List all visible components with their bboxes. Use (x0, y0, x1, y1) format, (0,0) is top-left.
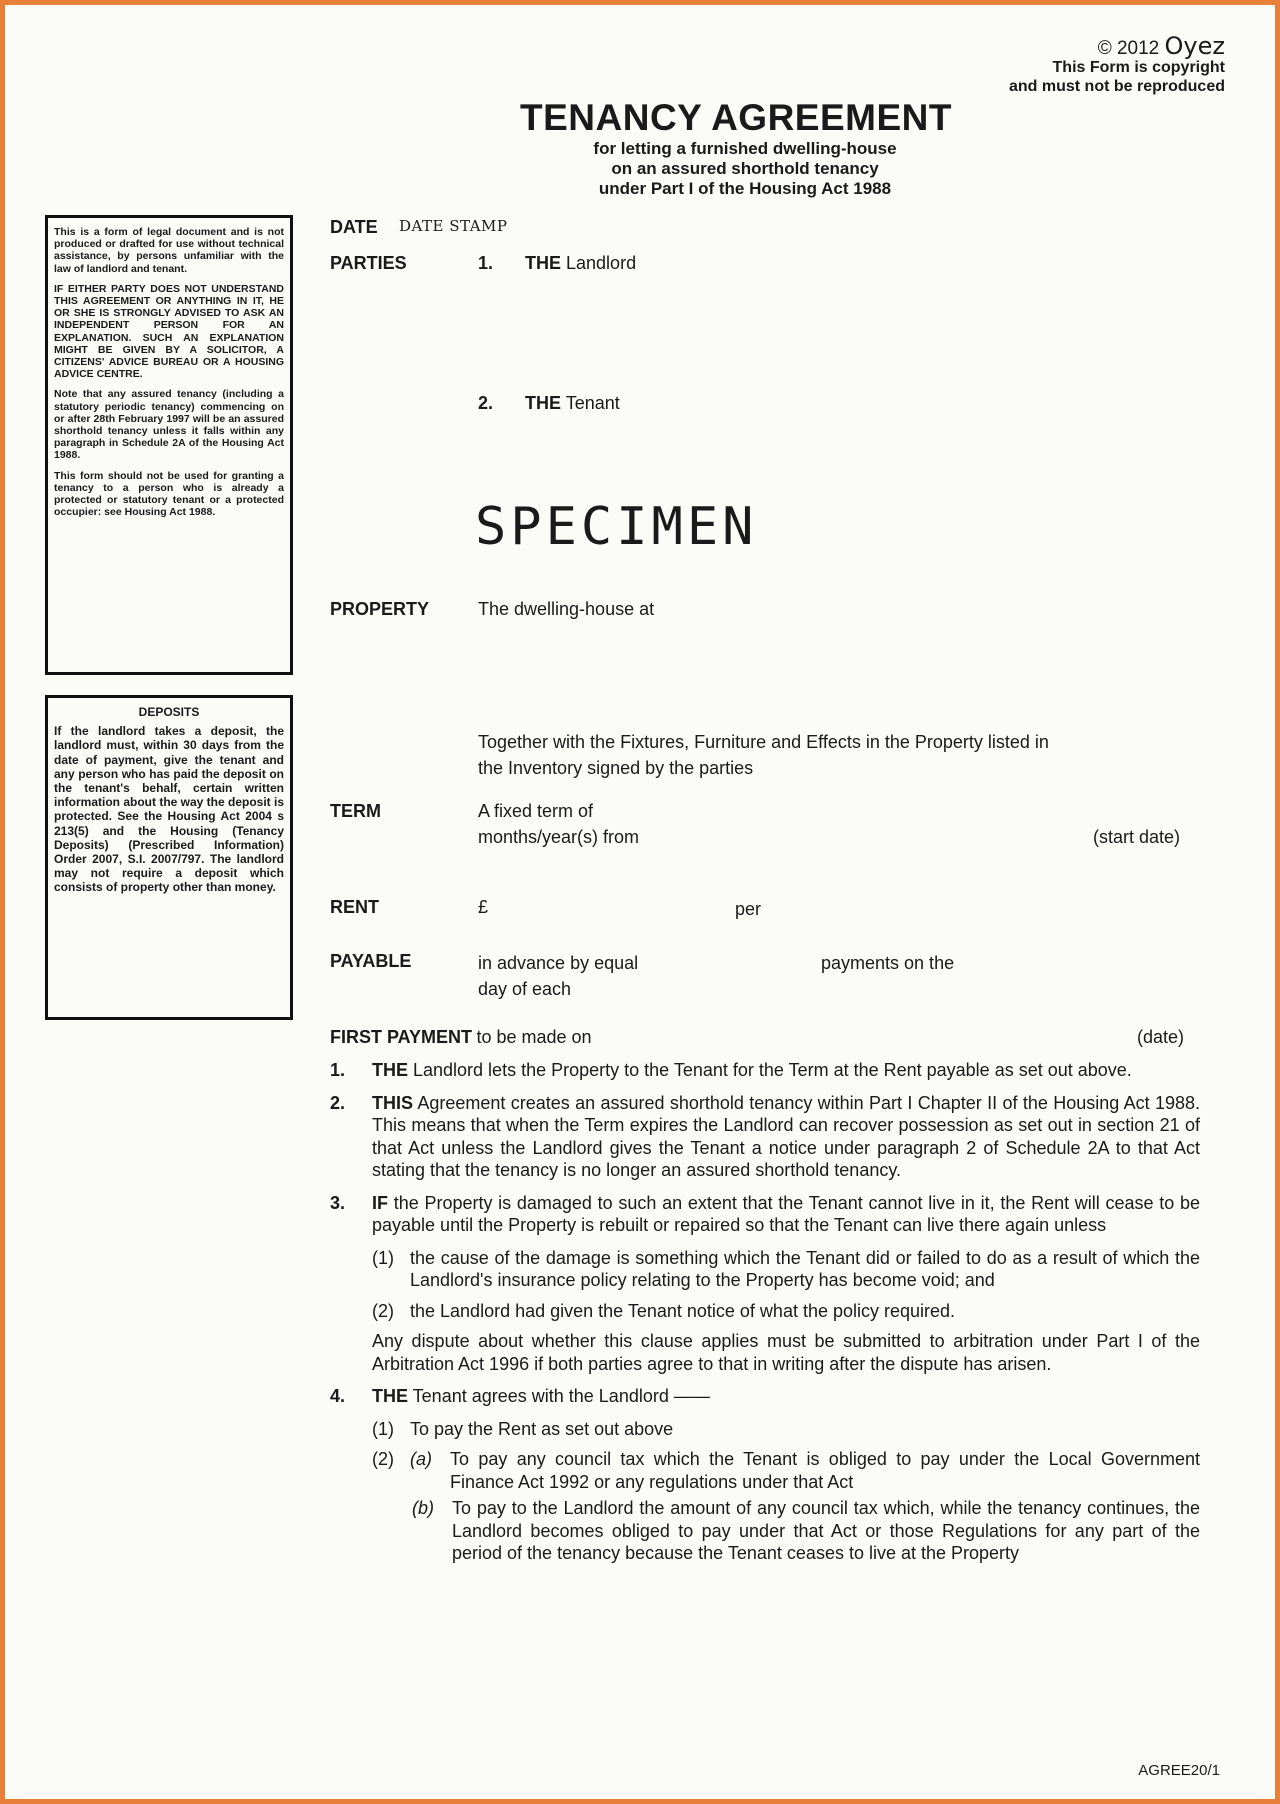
date-label: DATE (330, 217, 378, 237)
party-1-bold: THE (525, 253, 561, 273)
clause-lead: THE (372, 1060, 408, 1080)
fixtures-line-2: the Inventory signed by the parties (478, 758, 754, 778)
subclause-text: To pay the Rent as set out above (410, 1418, 674, 1439)
first-payment (330, 1027, 592, 1048)
party-1-number: 1. (478, 253, 494, 273)
first-payment-text: to be made on (476, 1027, 592, 1047)
payable-mid: payments on the (821, 953, 955, 973)
document-title: TENANCY AGREEMENT (520, 97, 952, 138)
specimen-watermark: SPECIMEN (475, 497, 758, 557)
payable-line-2: day of each (478, 979, 572, 999)
copyright-line-3: and must not be reproduced (1008, 78, 1225, 95)
clause-2 (330, 1092, 1200, 1182)
deposits-heading: DEPOSITS (138, 705, 200, 719)
notice-paragraph-4: This form should not be used for granting a tenancy to a person who is already a protected or statutory tenant or a protected occupier: see Housing Act 1988. (54, 469, 284, 519)
notice-paragraph-3: Note that any assured tenancy (including a statutory periodic tenancy) commencing on or after 28th February 1997 will be an assured shorthold tenancy unless it falls within any paragraph in Schedule 2A of the Housing Act 1988. (54, 388, 284, 462)
term-line-1: A fixed term of (478, 801, 594, 821)
first-payment-date: (date) (1137, 1027, 1185, 1047)
notice-paragraph-2: IF EITHER PARTY DOES NOT UNDERSTAND THIS AGREEMENT OR ANYTHING IN IT, HE OR SHE IS STRONGLY ADVISED TO ASK AN INDEPENDENT PERSON FOR AN EXPLANATION. SUCH AN EXPLANATION MIGHT BE GIVEN BY A SOLICITOR, A CITIZENS' ADVICE BUREAU OR A HOUSING ADVICE CENTRE. (54, 282, 284, 381)
clause-4-1 (372, 1418, 1200, 1441)
clause-3-1 (372, 1247, 1200, 1292)
notice-paragraph-1: This is a form of legal document and is not produced or drafted for use without technical assistance, by persons unfamiliar with the law of landlord and tenant. (54, 226, 284, 275)
term-start-date: (start date) (1093, 827, 1181, 847)
clause-text: Landlord lets the Property to the Tenant for the Term at the Rent payable as set out above. (408, 1060, 1132, 1080)
clause-1 (330, 1059, 1200, 1082)
party-2-text: Tenant (565, 393, 620, 413)
deposits-text: If the landlord takes a deposit, the landlord must, within 30 days from the date of payment, give the tenant and any person who has paid the deposit on the tenant's behalf, certain written information about the way the deposit is protected. See the Housing Act 2004 s 213(5) and the Housing (Tenancy Deposits) (Prescribed Information) Order 2007, S.I. 2007/797. The landlord may not require a deposit which consists of property other than money. (54, 724, 285, 895)
subclause-number: (1) (372, 1247, 394, 1268)
term-line-2: months/year(s) from (478, 827, 640, 847)
payable-label: PAYABLE (330, 951, 412, 971)
clause-3 (330, 1192, 1200, 1237)
clause-3-arbitration: Any dispute about whether this clause applies must be submitted to arbitration under Part I of the Arbitration Act 1996 if both parties agree to that in writing after the dispute has arisen. (372, 1331, 1200, 1374)
subclause-text: the Landlord had given the Tenant notice of what the policy required. (410, 1300, 956, 1321)
party-2-number: 2. (478, 393, 494, 413)
parties-label: PARTIES (330, 253, 407, 273)
clause-3-2 (372, 1300, 1200, 1323)
clause-text: Agreement creates an assured shorthold tenancy within Part I Chapter II of the Housing Act 1988. This means that when the Term expires the Landlord can recover possession as set out in section 21 of that Act unless the Landlord gives the Tenant a notice under paragraph 2 of Schedule 2A to that Act stating that the tenancy is no longer an assured shorthold tenancy. (372, 1092, 1200, 1180)
rent-currency: £ (478, 897, 489, 917)
subtitle-line-3: under Part I of the Housing Act 1988 (598, 179, 892, 198)
clause-number: 4. (330, 1386, 346, 1406)
party-2-bold: THE (525, 393, 561, 413)
subsubclause-number: (b) (412, 1498, 434, 1518)
clause-4 (330, 1385, 1200, 1408)
copyright-year: © 2012 (1097, 38, 1160, 59)
rent-per: per (735, 899, 762, 919)
first-payment-label: FIRST PAYMENT (330, 1027, 473, 1047)
copyright-line-2: This Form is copyright (1052, 59, 1225, 76)
subclause-text: the cause of the damage is something which the Tenant did or failed to do as a result of which the Landlord's insurance policy relating to the Property has become void; and (410, 1247, 1200, 1290)
subtitle-line-2: on an assured shorthold tenancy (611, 159, 879, 178)
clause-4-2 (372, 1448, 1200, 1493)
oyez-logo: Oyez (1164, 32, 1225, 60)
clause-lead: THE (372, 1386, 408, 1406)
subsubclause-number: (a) (410, 1449, 432, 1469)
date-value: DATE STAMP (399, 217, 508, 235)
party-1-text: Landlord (566, 253, 637, 273)
document-subtitle (525, 139, 965, 199)
property-text: The dwelling-house at (478, 599, 655, 619)
clause-lead: THIS (372, 1092, 414, 1113)
subclause-number: (2) (372, 1300, 394, 1321)
clause-text: Tenant agrees with the Landlord —— (408, 1386, 710, 1406)
subsubclause-text: To pay to the Landlord the amount of any council tax which, while the tenancy continues, the Landlord becomes obliged to pay under that Act or those Regulations for any part of the period of the tenancy because the Tenant ceases to live at the Property (452, 1498, 1200, 1563)
clause-number: 3. (330, 1192, 346, 1213)
fixtures-line-1: Together with the Fixtures, Furniture and Effects in the Property listed in (478, 732, 1049, 752)
form-reference: AGREE20/1 (1138, 1762, 1220, 1779)
payable-line-1: in advance by equal (478, 953, 639, 973)
subsubclause-text: To pay any council tax which the Tenant is obliged to pay under the Local Government Finance Act 1992 or any regulations under that Act (450, 1449, 1200, 1492)
subclause-number: (2) (372, 1449, 394, 1469)
party-2 (525, 393, 620, 414)
clauses (330, 1059, 1200, 1571)
clause-number: 2. (330, 1092, 346, 1113)
clause-lead: IF (372, 1192, 388, 1213)
rent-label: RENT (330, 897, 379, 917)
property-label: PROPERTY (330, 599, 430, 619)
clause-number: 1. (330, 1060, 346, 1080)
copyright-notice (1008, 32, 1225, 96)
subclause-number: (1) (372, 1418, 394, 1439)
clause-4-2-b (412, 1497, 1200, 1565)
legal-notice-box (45, 215, 293, 675)
clause-text: the Property is damaged to such an extent that the Tenant cannot live in it, the Rent will cease to be payable until the Property is rebuilt or repaired so that the Tenant can live there again unless (372, 1192, 1200, 1235)
party-1 (525, 253, 636, 274)
deposits-box (45, 695, 293, 1020)
subtitle-line-1: for letting a furnished dwelling-house (593, 139, 897, 158)
term-label: TERM (330, 801, 381, 821)
